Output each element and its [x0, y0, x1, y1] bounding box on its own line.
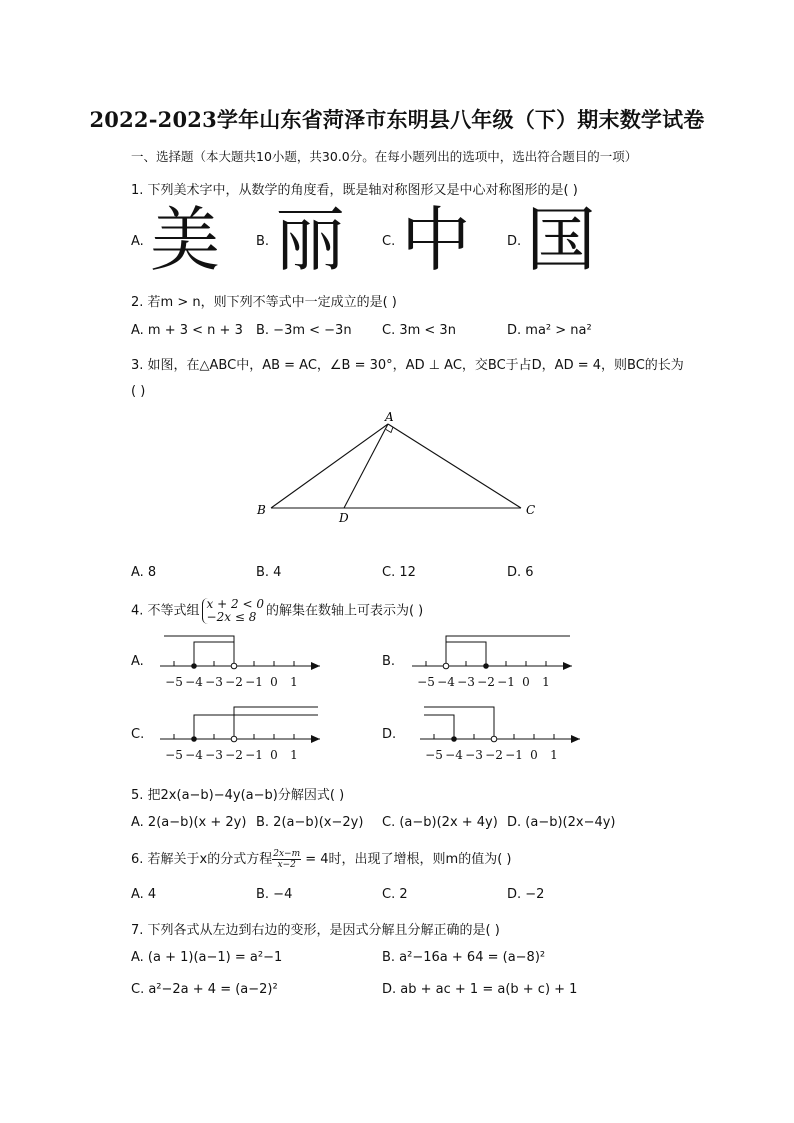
q2-option-a: A. m + 3 < n + 3 [131, 323, 243, 338]
axis-tick-label: −2 [225, 675, 243, 689]
open-dot [491, 736, 497, 742]
q4-inequality-1: x + 2 < 0 [206, 597, 264, 611]
closed-dot [191, 736, 197, 742]
q1-stem: 1. 下列美术字中，从数学的角度看，既是轴对称图形又是中心对称图形的是( ) [131, 183, 578, 198]
q1-option-a-label: A. [131, 234, 144, 249]
axis-tick-label: 0 [522, 675, 530, 689]
q1-option-a-char: 美 [150, 199, 220, 281]
q1-option-b-label: B. [256, 234, 270, 249]
q1-option-c-char: 中 [401, 199, 471, 281]
q1-option-d-label: D. [507, 234, 522, 249]
axis-arrow [571, 735, 580, 743]
q7-option-c: C. a²−2a + 4 = (a−2)² [131, 982, 278, 997]
solution-bracket [446, 636, 570, 666]
axis-d [420, 707, 580, 762]
q2-option-d: D. ma² > na² [507, 323, 592, 338]
solution-bracket [194, 715, 318, 739]
axis-b [412, 636, 572, 689]
axis-tick-label: −4 [185, 675, 203, 689]
axis-tick-label: −3 [457, 675, 475, 689]
axis-arrow [563, 662, 572, 670]
axis-tick-label: −3 [205, 675, 223, 689]
axis-tick-label: −3 [465, 748, 483, 762]
q6-option-a: A. 4 [131, 887, 157, 902]
q4-stem-pre: 4. 不等式组 [131, 603, 200, 619]
axis-tick-label: −3 [205, 748, 223, 762]
q5-stem: 5. 把2x(a−b)−4y(a−b)分解因式( ) [131, 788, 345, 803]
axis-arrow [311, 662, 320, 670]
q3-option-a: A. 8 [131, 565, 157, 580]
q6-option-c: C. 2 [382, 887, 408, 902]
axis-tick-label: −1 [505, 748, 523, 762]
segment-ad [344, 424, 388, 508]
solution-bracket [424, 715, 454, 739]
q5-option-b: B. 2(a−b)(x−2y) [256, 815, 364, 830]
axis-tick-label: 0 [270, 748, 278, 762]
q6-denominator: x−2 [277, 860, 296, 870]
q4-number-line-a [150, 628, 350, 698]
axis-tick-label: 1 [290, 675, 298, 689]
axis-tick-label: −1 [245, 748, 263, 762]
segment-ab [271, 424, 388, 508]
q4-option-d-label: D. [382, 727, 397, 742]
exam-title: 2022-2023学年山东省菏泽市东明县八年级（下）期末数学试卷 [89, 107, 705, 132]
closed-dot [451, 736, 457, 742]
q4-stem [131, 598, 423, 624]
q1-option-d-char: 国 [526, 199, 596, 281]
axis-c [160, 707, 320, 762]
axis-tick-label: −5 [417, 675, 435, 689]
q3-option-b: B. 4 [256, 565, 282, 580]
axis-tick-label: −4 [437, 675, 455, 689]
axis-tick-label: −1 [245, 675, 263, 689]
q2-option-c: C. 3m < 3n [382, 323, 456, 338]
vertex-label-b: B [257, 503, 266, 517]
axis-tick-label: 0 [270, 675, 278, 689]
axis-tick-label: −5 [165, 675, 183, 689]
q2-option-b: B. −3m < −3n [256, 323, 352, 338]
axis-tick-label: −2 [225, 748, 243, 762]
axis-tick-label: 1 [290, 748, 298, 762]
q4-number-line-d [402, 701, 602, 771]
q6-numerator: 2x−m [273, 849, 301, 859]
q6-stem-pre: 6. 若解关于x的分式方程 [131, 852, 273, 867]
q3-option-d: D. 6 [507, 565, 534, 580]
axis-arrow [311, 735, 320, 743]
q1-option-b-char: 丽 [275, 199, 345, 281]
q3-option-c: C. 12 [382, 565, 416, 580]
axis-tick-label: −2 [477, 675, 495, 689]
axis-tick-label: −4 [185, 748, 203, 762]
open-dot [443, 663, 449, 669]
segment-ac [388, 424, 521, 508]
axis-tick-label: −4 [445, 748, 463, 762]
q5-option-d: D. (a−b)(2x−4y) [507, 815, 616, 830]
q7-option-d: D. ab + ac + 1 = a(b + c) + 1 [382, 982, 578, 997]
q5-option-a: A. 2(a−b)(x + 2y) [131, 815, 247, 830]
q4-inequality-2: −2x ≤ 8 [206, 610, 257, 624]
vertex-label-a: A [385, 410, 394, 424]
q6-stem [131, 848, 512, 870]
q4-number-line-c [150, 701, 350, 771]
q4-number-line-b [402, 628, 602, 698]
q1-option-c-label: C. [382, 234, 396, 249]
q4-option-a-label: A. [131, 654, 144, 669]
solution-bracket [234, 707, 318, 739]
q6-stem-post: = 4时，出现了增根，则m的值为( ) [301, 852, 512, 867]
q3-stem: 3. 如图，在△ABC中，AB = AC，∠B = 30°，AD ⊥ AC，交BC于占D，AD = 4，则BC的长为 [131, 358, 684, 373]
axis-tick-label: −5 [425, 748, 443, 762]
right-angle-mark [386, 427, 393, 433]
q7-option-b: B. a²−16a + 64 = (a−8)² [382, 950, 546, 965]
section-heading: 一、选择题（本大题共10小题，共30.0分。在每小题列出的选项中，选出符合题目的一项） [131, 149, 638, 164]
open-dot [231, 663, 237, 669]
q6-fraction [272, 849, 301, 870]
axis-tick-label: 1 [550, 748, 558, 762]
open-dot [231, 736, 237, 742]
q4-inequality-system [202, 598, 264, 624]
axis-tick-label: −2 [485, 748, 503, 762]
vertex-label-d: D [339, 511, 349, 525]
q6-option-d: D. −2 [507, 887, 545, 902]
q4-option-c-label: C. [131, 727, 145, 742]
q4-option-b-label: B. [382, 654, 396, 669]
vertex-label-c: C [526, 503, 536, 517]
axis-tick-label: −1 [497, 675, 515, 689]
closed-dot [483, 663, 489, 669]
axis-tick-label: 1 [542, 675, 550, 689]
q5-option-c: C. (a−b)(2x + 4y) [382, 815, 498, 830]
q4-stem-post: 的解集在数轴上可表示为( ) [265, 603, 424, 619]
q7-stem: 7. 下列各式从左边到右边的变形，是因式分解且分解正确的是( ) [131, 923, 500, 938]
closed-dot [191, 663, 197, 669]
axis-a [160, 636, 320, 689]
q7-option-a: A. (a + 1)(a−1) = a²−1 [131, 950, 283, 965]
q3-stem-continued: ( ) [131, 384, 146, 399]
axis-tick-label: 0 [530, 748, 538, 762]
q2-stem: 2. 若m > n，则下列不等式中一定成立的是( ) [131, 295, 397, 310]
axis-tick-label: −5 [165, 748, 183, 762]
q6-option-b: B. −4 [256, 887, 293, 902]
